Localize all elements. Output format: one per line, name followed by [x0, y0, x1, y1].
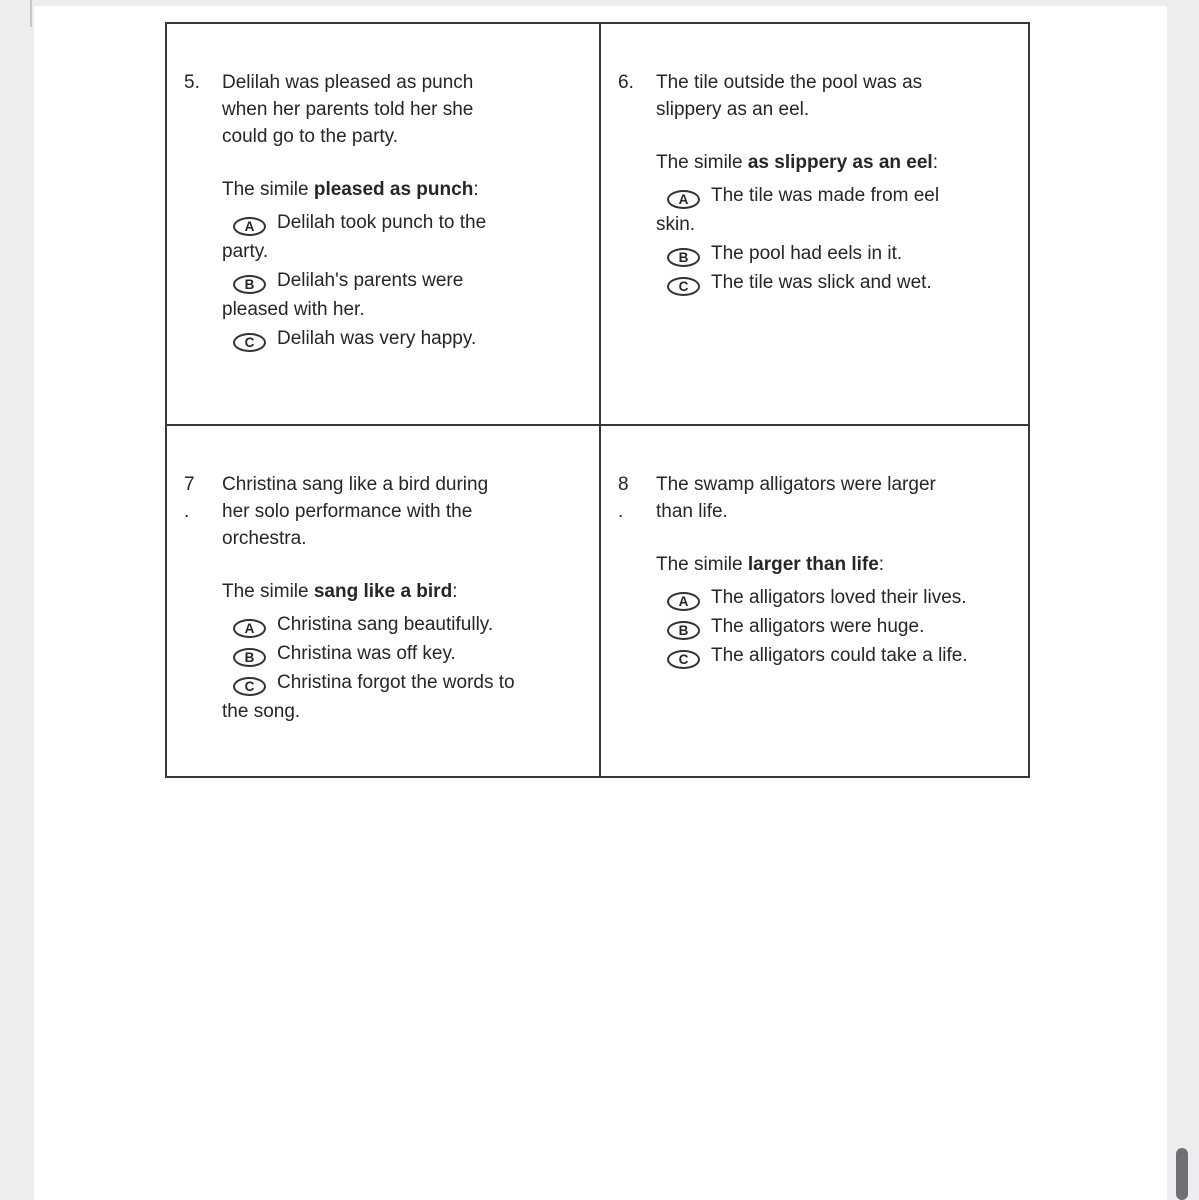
option-text: Delilah was very happy.: [277, 328, 477, 349]
simile-prompt: [656, 551, 1014, 578]
option-b: [656, 239, 968, 268]
question-number-line: 8: [618, 474, 629, 495]
question-passage: The swamp alligators were larger than life.: [656, 474, 936, 522]
question-number: [618, 69, 656, 123]
question-number-line: .: [618, 501, 624, 522]
answer-bubble-b: B: [667, 248, 700, 267]
option-text: Christina was off key.: [277, 643, 456, 664]
prompt-prefix: The simile: [222, 581, 314, 602]
options-group: [222, 610, 534, 726]
option-b: [222, 639, 534, 668]
question-passage: Christina sang like a bird during her solo performance with the orchestra.: [222, 474, 489, 549]
option-text: The tile was slick and wet.: [711, 272, 932, 293]
question-number-line: 6.: [618, 72, 634, 93]
question-body: [656, 551, 1014, 670]
option-a: [222, 208, 534, 266]
prompt-suffix: :: [473, 179, 479, 200]
answer-bubble-c: C: [667, 650, 700, 669]
question-header: [184, 471, 585, 552]
option-b: [656, 612, 968, 641]
answer-bubble-a: A: [667, 592, 700, 611]
question-cell-5: [167, 24, 599, 426]
prompt-suffix: :: [878, 554, 885, 575]
page-edge-mark: [30, 0, 32, 27]
question-number-line: 5.: [184, 72, 200, 93]
simile-phrase: larger than life: [747, 554, 879, 575]
question-passage: The tile outside the pool was as slippery as an eel.: [656, 72, 923, 120]
answer-bubble-a: A: [667, 190, 700, 209]
simile-prompt: [222, 578, 585, 605]
prompt-suffix: :: [452, 581, 458, 602]
option-c: [656, 641, 968, 670]
option-text: Delilah took punch to the party.: [222, 212, 487, 262]
answer-bubble-b: B: [233, 648, 266, 667]
question-header: [618, 69, 1014, 123]
option-text: Christina sang beautifully.: [277, 614, 494, 635]
question-number: [618, 471, 656, 525]
question-cell-7: [167, 426, 599, 776]
options-group: [656, 181, 968, 297]
prompt-prefix: The simile: [222, 179, 314, 200]
option-a: [656, 181, 968, 239]
option-text: Christina forgot the words to the song.: [222, 672, 515, 722]
question-header: [184, 69, 585, 150]
simile-prompt: [656, 149, 1014, 176]
answer-bubble-c: C: [667, 277, 700, 296]
option-text: The alligators loved their lives.: [711, 587, 967, 608]
prompt-prefix: The simile: [656, 152, 748, 173]
option-c: [656, 268, 968, 297]
option-text: The alligators could take a life.: [711, 645, 968, 666]
question-body: [222, 578, 585, 726]
option-text: The pool had eels in it.: [711, 243, 903, 264]
question-number-line: 7: [184, 474, 195, 495]
question-body: [656, 149, 1014, 297]
answer-bubble-b: B: [233, 275, 266, 294]
option-a: [656, 583, 968, 612]
option-a: [222, 610, 534, 639]
question-cell-6: [599, 24, 1028, 426]
option-c: [222, 668, 534, 726]
option-text: Delilah's parents were pleased with her.: [222, 270, 464, 320]
options-group: [656, 583, 968, 670]
option-text: The alligators were huge.: [711, 616, 925, 637]
scrollbar-thumb[interactable]: [1176, 1148, 1188, 1200]
question-number: [184, 69, 222, 150]
simile-phrase: as slippery as an eel: [747, 152, 933, 173]
simile-phrase: pleased as punch: [313, 179, 474, 200]
question-number-line: .: [184, 501, 190, 522]
simile-quiz-table: [165, 22, 1030, 778]
answer-bubble-b: B: [667, 621, 700, 640]
option-c: [222, 324, 534, 353]
prompt-suffix: :: [932, 152, 938, 173]
prompt-prefix: The simile: [656, 554, 748, 575]
question-number: [184, 471, 222, 552]
answer-bubble-c: C: [233, 333, 266, 352]
answer-bubble-a: A: [233, 217, 266, 236]
option-b: [222, 266, 534, 324]
options-group: [222, 208, 534, 353]
answer-bubble-a: A: [233, 619, 266, 638]
simile-prompt: [222, 176, 585, 203]
answer-bubble-c: C: [233, 677, 266, 696]
question-body: [222, 176, 585, 353]
option-text: The tile was made from eel skin.: [656, 185, 940, 235]
question-header: [618, 471, 1014, 525]
question-passage: Delilah was pleased as punch when her parents told her she could go to the party.: [222, 72, 474, 147]
question-cell-8: [599, 426, 1028, 776]
simile-phrase: sang like a bird: [313, 581, 453, 602]
